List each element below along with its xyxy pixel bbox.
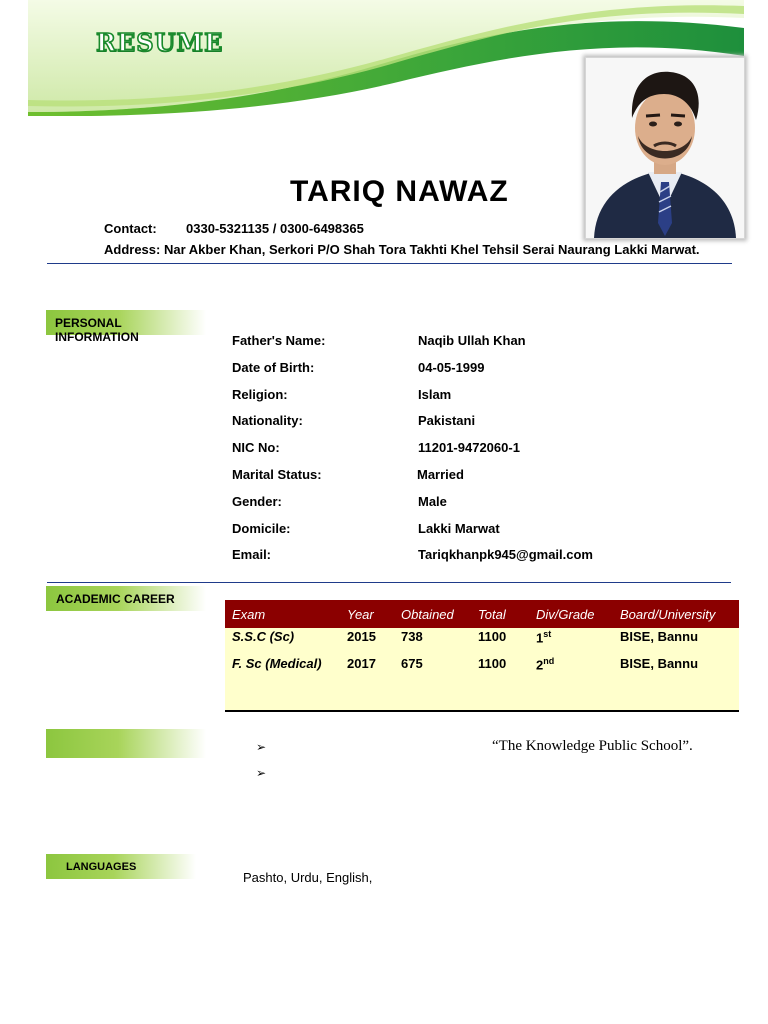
languages-heading: LANGUAGES (66, 861, 137, 873)
academic-career-heading: ACADEMIC CAREER (56, 592, 175, 606)
contact-label: Contact: (104, 221, 157, 236)
nic-label: NIC No: (232, 440, 280, 455)
contact-line (104, 221, 364, 236)
row-exam: S.S.C (Sc) (232, 629, 295, 644)
domicile-value: Lakki Marwat (418, 521, 500, 536)
address-line (104, 242, 700, 257)
row-exam: F. Sc (Medical) (232, 656, 322, 671)
row-total: 1100 (478, 656, 507, 671)
row-board: BISE, Bannu (620, 656, 699, 671)
row-obtained: 738 (401, 629, 423, 644)
fathers-name-label: Father's Name: (232, 333, 326, 348)
academic-career-tab (46, 586, 206, 611)
email-label: Email: (232, 547, 272, 562)
contact-value: 0330-5321135 / 0300-6498365 (186, 221, 364, 236)
dob-label: Date of Birth: (232, 360, 315, 375)
gender-label: Gender: (232, 494, 282, 509)
nationality-value: Pakistani (418, 413, 476, 428)
resume-title: RESUME (96, 28, 224, 57)
candidate-name: TARIQ NAWAZ (290, 175, 509, 208)
dob-value: 04-05-1999 (418, 360, 485, 375)
row-year: 2015 (347, 629, 376, 644)
person-photo-icon (586, 58, 744, 238)
row-total: 1100 (478, 629, 507, 644)
header-divider (47, 263, 732, 264)
languages-list: Pashto, Urdu, English, (243, 870, 373, 885)
academic-table (225, 600, 739, 712)
col-board: Board/University (620, 607, 716, 622)
marital-status-label: Marital Status: (232, 467, 322, 482)
personal-info-heading: PERSONAL INFORMATION (55, 316, 139, 344)
experience-tab (46, 729, 206, 758)
col-total: Total (478, 607, 506, 622)
row-div: 1st (536, 629, 552, 646)
domicile-label: Domicile: (232, 521, 291, 536)
experience-school: “The Knowledge Public School”. (492, 738, 693, 754)
email-value[interactable]: Tariqkhanpk945@gmail.com (418, 547, 593, 562)
nationality-label: Nationality: (232, 413, 303, 428)
personal-info-tab (46, 310, 206, 344)
col-exam: Exam (232, 607, 266, 622)
row-board: BISE, Bannu (620, 629, 699, 644)
bullet-arrow-icon: ➢ (256, 740, 267, 754)
col-div-grade: Div/Grade (536, 607, 595, 622)
gender-value: Male (418, 494, 447, 509)
marital-status-value: Married (417, 467, 464, 482)
row-obtained: 675 (401, 656, 423, 671)
row-year: 2017 (347, 656, 376, 671)
profile-photo (585, 57, 745, 239)
academic-table-header (225, 600, 739, 628)
col-year: Year (347, 607, 374, 622)
row-div: 2nd (536, 656, 555, 673)
address-label: Address: (104, 242, 161, 257)
col-obtained: Obtained (401, 607, 454, 622)
bullet-arrow-icon: ➢ (256, 766, 267, 780)
religion-label: Religion: (232, 387, 288, 402)
religion-value: Islam (418, 387, 452, 402)
nic-value: 11201-9472060-1 (418, 440, 520, 455)
address-value: Nar Akber Khan, Serkori P/O Shah Tora Takhti Khel Tehsil Serai Naurang Lakki Marwat. (163, 242, 700, 257)
personal-divider (47, 582, 731, 583)
languages-tab (46, 854, 196, 879)
fathers-name-value: Naqib Ullah Khan (418, 333, 526, 348)
